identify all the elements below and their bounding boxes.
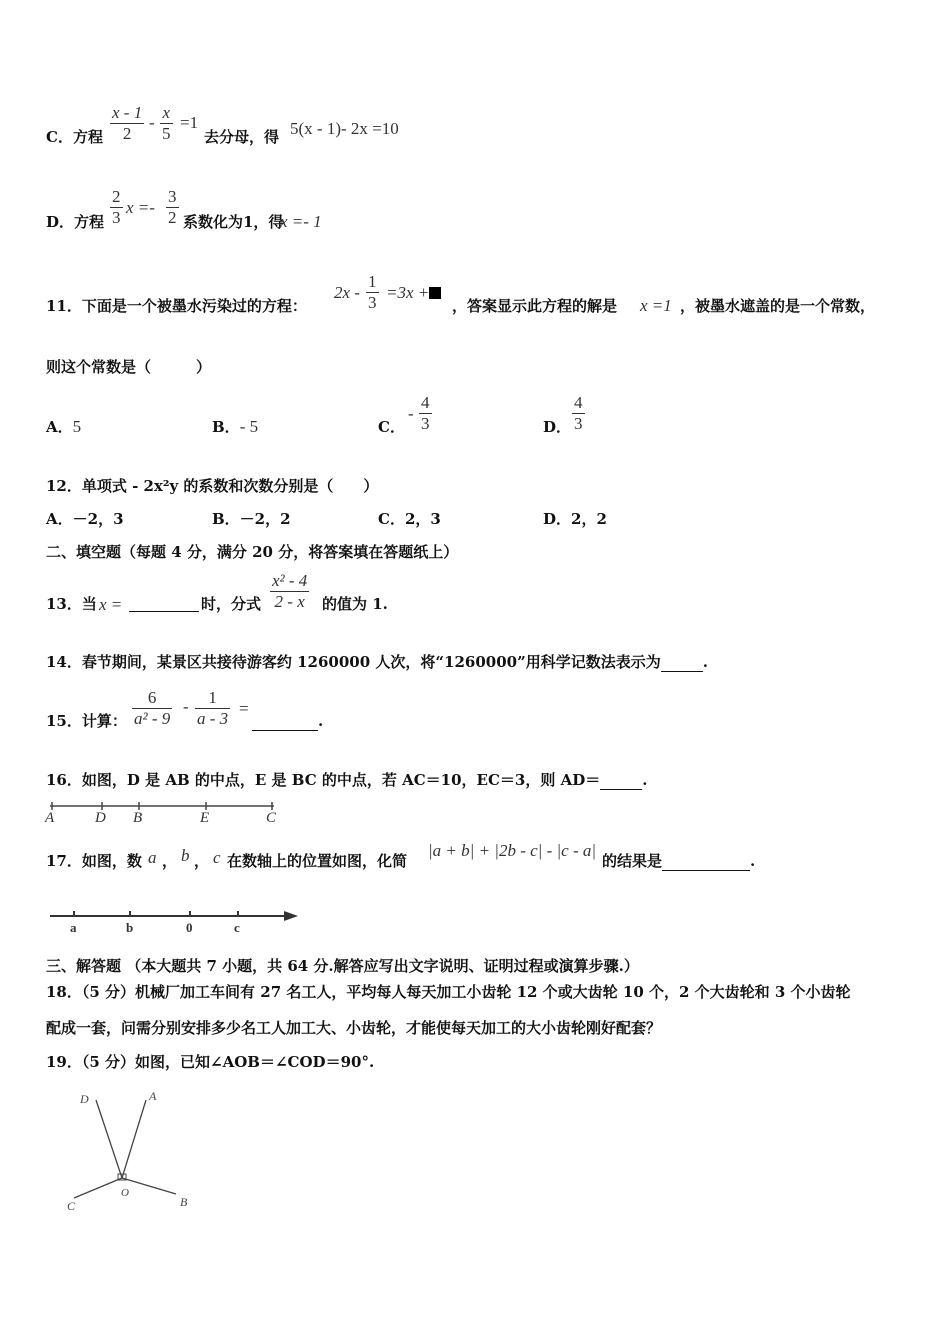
q19-point-b: B bbox=[180, 1195, 188, 1209]
q13-answer-blank[interactable] bbox=[129, 594, 199, 612]
q11-option-c-sign: - bbox=[408, 404, 414, 423]
q17-axis-label-0: 0 bbox=[186, 920, 193, 935]
q19-point-a: A bbox=[149, 1089, 157, 1103]
q16-point-c: C bbox=[266, 810, 277, 826]
q12-option-c: C．2，3 bbox=[378, 510, 441, 528]
q16-point-d: D bbox=[95, 810, 106, 826]
q19-point-c: C bbox=[67, 1199, 76, 1213]
q17-var-c: c bbox=[213, 848, 221, 867]
q17-axis-label-a: a bbox=[70, 920, 77, 935]
q12-option-a: A．－2，3 bbox=[46, 510, 124, 528]
q13-fraction: $\frac{\text{x² - 4}}{2 - x}$ bbox=[272, 571, 308, 611]
q16-segment-figure bbox=[42, 800, 282, 826]
q15-answer-line: . bbox=[252, 711, 323, 731]
q17-axis-label-b: b bbox=[126, 920, 134, 935]
q19-point-o: O bbox=[121, 1187, 129, 1199]
q19-point-d: D bbox=[80, 1092, 89, 1106]
q11-option-d: D． bbox=[543, 418, 572, 436]
q11-line2: 则这个常数是（ ） bbox=[46, 358, 212, 376]
q16-text: 16．如图，D 是 AB 的中点，E 是 BC 的中点，若 AC＝10，EC＝3，则 AD＝ . bbox=[46, 771, 648, 789]
q17-comma-2: ， bbox=[194, 852, 210, 870]
q17-axis-label-c: c bbox=[234, 920, 240, 935]
q18-line2: 配成一套，问需分别安排多少名工人加工大、小齿轮，才能使每天加工的大小齿轮刚好配套？ bbox=[46, 1019, 662, 1037]
q17-var-a: a bbox=[148, 848, 157, 867]
q11-option-c: C． bbox=[378, 418, 405, 436]
q13-suffix: 的值为 1. bbox=[322, 595, 388, 613]
q11-eq-fraction: $\frac{1}{3}$ bbox=[368, 272, 377, 312]
q11-mid: ，答案显示此方程的解是 bbox=[452, 297, 618, 315]
q11-option-c-fraction: $\frac{4}{3}$ bbox=[421, 393, 430, 433]
q10-d-text: 系数化为1，得 bbox=[183, 213, 284, 231]
q14-text: 14．春节期间，某景区共接待游客约 1260000 人次，将“1260000”用科学记数法表示为 . bbox=[46, 653, 708, 671]
q13-prefix: 13．当 bbox=[46, 595, 97, 613]
q11-solution: x =1 bbox=[640, 296, 672, 315]
q10-d-result: x =- 1 bbox=[280, 212, 322, 231]
q19-angle-figure bbox=[60, 1086, 200, 1216]
q15-fraction-1: $\frac{6}{\text{a² - 9}}$ bbox=[134, 688, 171, 728]
section-2-heading: 二、填空题（每题 4 分，满分 20 分，将答案填在答题纸上） bbox=[46, 543, 459, 561]
q10-option-d-label: D．方程 bbox=[46, 213, 105, 231]
q10-c-text: 去分母，得 bbox=[204, 128, 280, 146]
q17-suffix: 的结果是 . bbox=[602, 852, 756, 870]
q11-prefix: 11．下面是一个被墨水污染过的方程： bbox=[46, 297, 307, 315]
q17-prefix: 17．如图，数 bbox=[46, 852, 142, 870]
q17-expression: |a + b| + |2b - c| - |c - a| bbox=[428, 841, 597, 860]
q16-answer-blank[interactable] bbox=[600, 773, 642, 790]
q16-point-e: E bbox=[200, 810, 210, 826]
q15-prefix: 15．计算： bbox=[46, 712, 127, 730]
q11-option-b: B．- 5 bbox=[212, 417, 259, 436]
ink-blot-icon bbox=[429, 287, 441, 299]
q15-equals: = bbox=[239, 699, 249, 718]
q10-option-c-label: C．方程 bbox=[46, 128, 103, 146]
q12-stem: 12．单项式 - 2x²y 的系数和次数分别是（ ） bbox=[46, 477, 379, 495]
q18-line1: 18．（5 分）机械厂加工车间有 27 名工人，平均每人每天加工小齿轮 12 个或大齿轮 10 个，2 个大齿轮和 3 个小齿轮 bbox=[46, 983, 851, 1001]
q13-mid: 时，分式 bbox=[201, 595, 262, 613]
q10-c-fraction-1: $\frac{x - 1}{2}$ bbox=[112, 103, 143, 143]
q14-answer-blank[interactable] bbox=[661, 655, 703, 672]
q11-option-d-fraction: $\frac{4}{3}$ bbox=[574, 393, 583, 433]
q11-eq-right: =3x + bbox=[386, 283, 441, 303]
q10-c-minus: - bbox=[149, 113, 155, 132]
q15-minus: - bbox=[183, 697, 189, 716]
q10-d-fraction-1: $\frac{2}{3}$ bbox=[112, 187, 121, 227]
q17-answer-blank[interactable] bbox=[662, 854, 750, 871]
q12-option-d: D．2，2 bbox=[543, 510, 607, 528]
q17-mid: 在数轴上的位置如图，化简 bbox=[227, 852, 408, 870]
q11-eq-left: 2x - bbox=[334, 283, 360, 302]
q11-suffix: ，被墨水遮盖的是一个常数， bbox=[680, 297, 876, 315]
q12-option-b: B．－2，2 bbox=[212, 510, 291, 528]
q10-c-fraction-2: $\frac{x}{5}$ bbox=[162, 103, 171, 143]
q15-answer-blank[interactable] bbox=[252, 713, 318, 731]
q17-comma-1: ， bbox=[162, 852, 178, 870]
q16-point-a: A bbox=[45, 810, 55, 826]
q17-var-b: b bbox=[181, 846, 190, 865]
q10-d-fraction-2: $\frac{3}{2}$ bbox=[168, 187, 177, 227]
q13-var: x = bbox=[99, 595, 123, 614]
q19-text: 19．（5 分）如图，已知∠AOB＝∠COD＝90°. bbox=[46, 1053, 375, 1071]
q10-c-equals: =1 bbox=[180, 113, 199, 132]
q11-option-a: A．5 bbox=[46, 417, 82, 436]
section-3-heading: 三、解答题 （本大题共 7 小题，共 64 分.解答应写出文字说明、证明过程或演算步骤.） bbox=[46, 957, 639, 975]
q10-c-result: 5(x - 1)- 2x =10 bbox=[290, 119, 399, 138]
q17-number-line bbox=[48, 906, 302, 936]
q10-d-mid: x =- bbox=[126, 198, 155, 217]
q15-fraction-2: $\frac{1}{a - 3}$ bbox=[197, 688, 229, 728]
q16-point-b: B bbox=[133, 810, 143, 826]
